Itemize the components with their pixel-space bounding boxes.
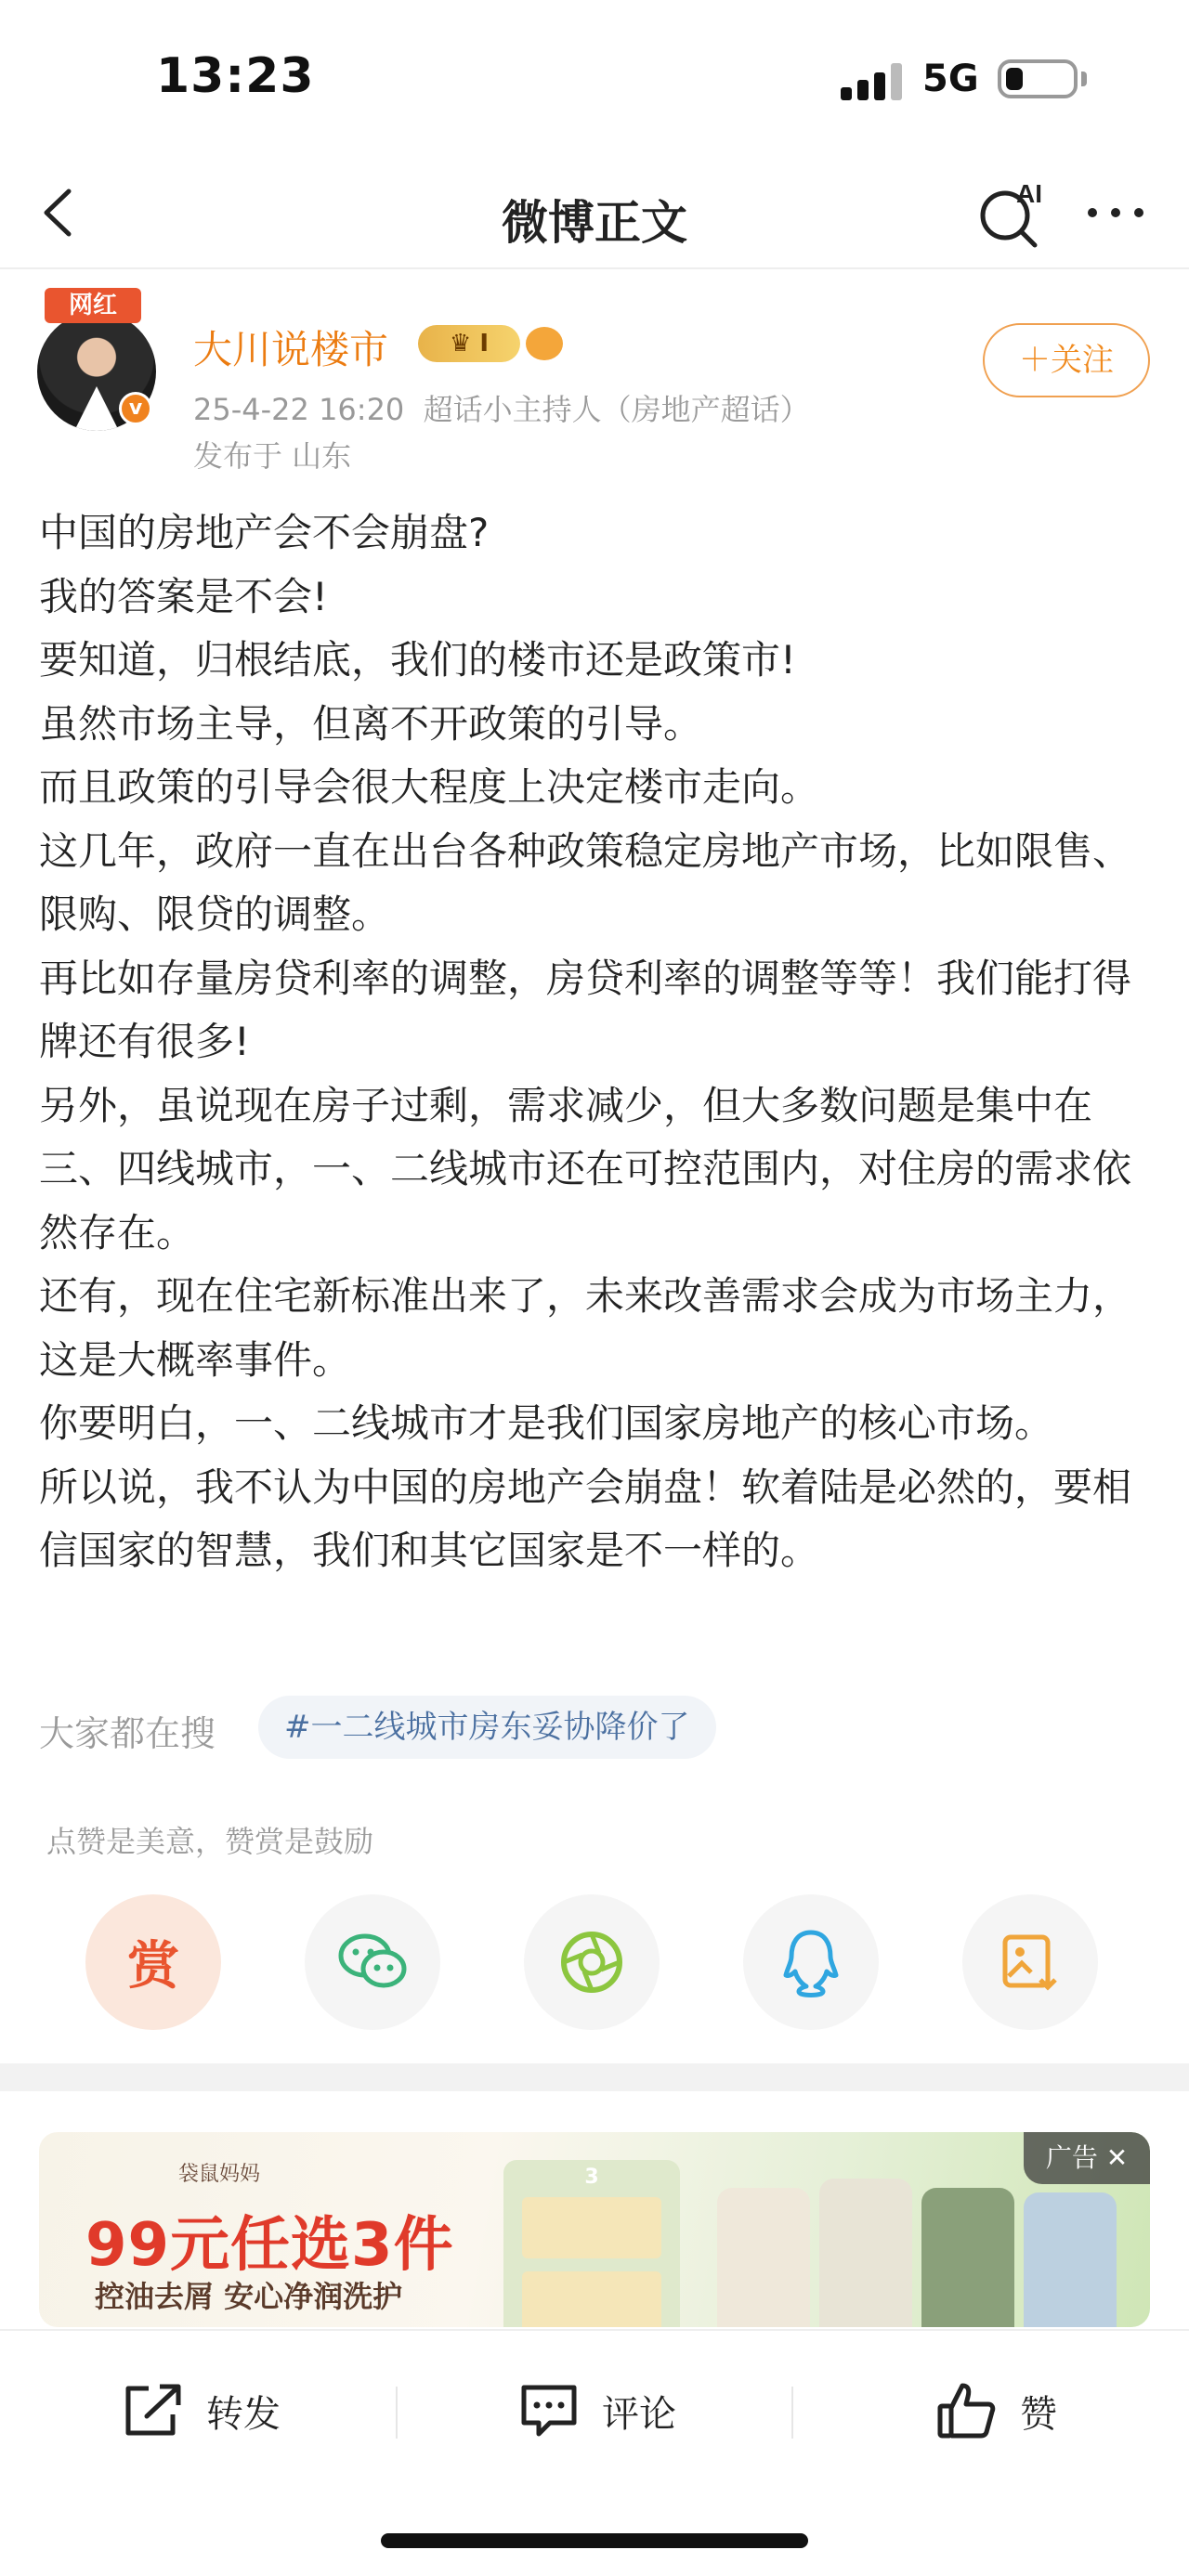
post-paragraph: 中国的房地产会不会崩盘? [39,510,490,555]
home-indicator [381,2533,808,2548]
action-bar [0,2329,1189,2576]
follow-button[interactable]: ＋关注 [983,323,1150,397]
ai-search-icon[interactable] [975,175,1050,249]
comment-button[interactable] [516,2374,676,2448]
status-time: 13:23 [156,48,315,104]
fan-badge-icon [526,327,563,360]
reward-button[interactable] [85,1894,221,2030]
influencer-badge: 网红 [45,288,141,323]
ad-subline: 控油去屑 安心净润洗护 [95,2279,403,2314]
ad-product-thumb [522,2271,661,2327]
post-paragraph: 要知道，归根结底，我们的楼市还是政策市! [39,637,796,683]
product-bottle [819,2179,912,2327]
ad-card-number: 3 [584,2166,599,2189]
post-paragraph: 再比如存量房贷利率的调整，房贷利率的调整等等！我们能打得牌还有很多! [39,955,1132,1064]
save-image-button[interactable] [962,1894,1098,2030]
action-separator [791,2387,793,2439]
moments-icon [558,1929,625,1996]
action-separator [396,2387,398,2439]
post-paragraph: 所以说，我不认为中国的房地产会崩盘！软着陆是必然的，要相信国家的智慧，我们和其它国家是不一样的。 [39,1464,1132,1573]
post-paragraph: 这几年，政府一直在出台各种政策稳定房地产市场，比如限售、限购、限贷的调整。 [39,827,1132,937]
post-paragraph: 你要明白，一、二线城市才是我们国家房地产的核心市场。 [39,1400,1054,1446]
product-bottle [921,2188,1014,2327]
ad-brand: 袋鼠妈妈 [178,2163,261,2186]
like-button[interactable] [934,2374,1057,2448]
hot-search-tag[interactable]: #一二线城市房东妥协降价了 [258,1696,716,1759]
battery-icon [998,59,1078,98]
post-paragraph: 而且政策的引导会很大程度上决定楼市走向。 [39,764,820,810]
reward-label: 赏 [127,1936,179,1997]
repost-button[interactable] [121,2374,281,2448]
post-source[interactable]: 超话小主持人（房地产超话） [423,392,810,427]
product-bottle [1024,2192,1117,2327]
network-label: 5G [922,58,979,100]
page-title: 微博正文 [502,196,687,250]
qq-icon [780,1927,842,1997]
verified-icon: v [119,392,152,425]
ad-product-thumb [522,2197,661,2258]
crown-level-icon: ♛ I [418,325,520,362]
author-header [0,279,1189,474]
section-divider [0,2063,1189,2091]
battery-tip [1081,72,1087,86]
post-paragraph: 还有，现在住宅新标准出来了，未来改善需求会成为市场主力，这是大概率事件。 [39,1273,1132,1383]
reward-hint: 点赞是美意，赞赏是鼓励 [46,1824,374,1859]
post-time: 25-4-22 16:20 [193,392,405,427]
post-paragraph: 虽然市场主导，但离不开政策的引导。 [39,700,703,747]
comment-label: 评论 [602,2392,676,2436]
ad-product-card [503,2160,680,2327]
wechat-icon [335,1930,410,1995]
repost-label: 转发 [206,2392,281,2436]
qq-share-button[interactable] [743,1894,879,2030]
status-bar [0,0,1189,158]
product-bottle [717,2188,810,2327]
moments-share-button[interactable] [524,1894,660,2030]
post-paragraph: 另外，虽说现在房子过剩，需求减少，但大多数问题是集中在三、四线城市，一、二线城市还在可控范围内，对住房的需求依然存在。 [39,1082,1132,1255]
like-icon [934,2378,1000,2443]
post-body [39,501,1154,1583]
post-meta [193,386,810,429]
wechat-share-button[interactable] [305,1894,440,2030]
ad-close-tag[interactable]: 广告 ✕ [1024,2132,1150,2184]
post-paragraph: 我的答案是不会! [39,573,328,619]
ad-banner[interactable] [39,2132,1150,2327]
level-badge: I [479,330,490,358]
repost-icon [121,2381,186,2440]
comment-icon [516,2380,581,2441]
nav-bar [0,158,1189,269]
save-image-icon [998,1930,1063,1995]
more-icon[interactable] [1083,189,1148,236]
share-row [0,1894,1189,2034]
signal-icon [841,63,906,100]
author-name[interactable]: 大川说楼市 [193,327,389,372]
like-label: 赞 [1020,2392,1057,2436]
ai-label: AI [1016,179,1042,208]
post-location: 发布于 山东 [193,438,352,474]
ad-headline: 99元任选3件 [85,2211,454,2280]
hot-search-label: 大家都在搜 [39,1713,216,1754]
